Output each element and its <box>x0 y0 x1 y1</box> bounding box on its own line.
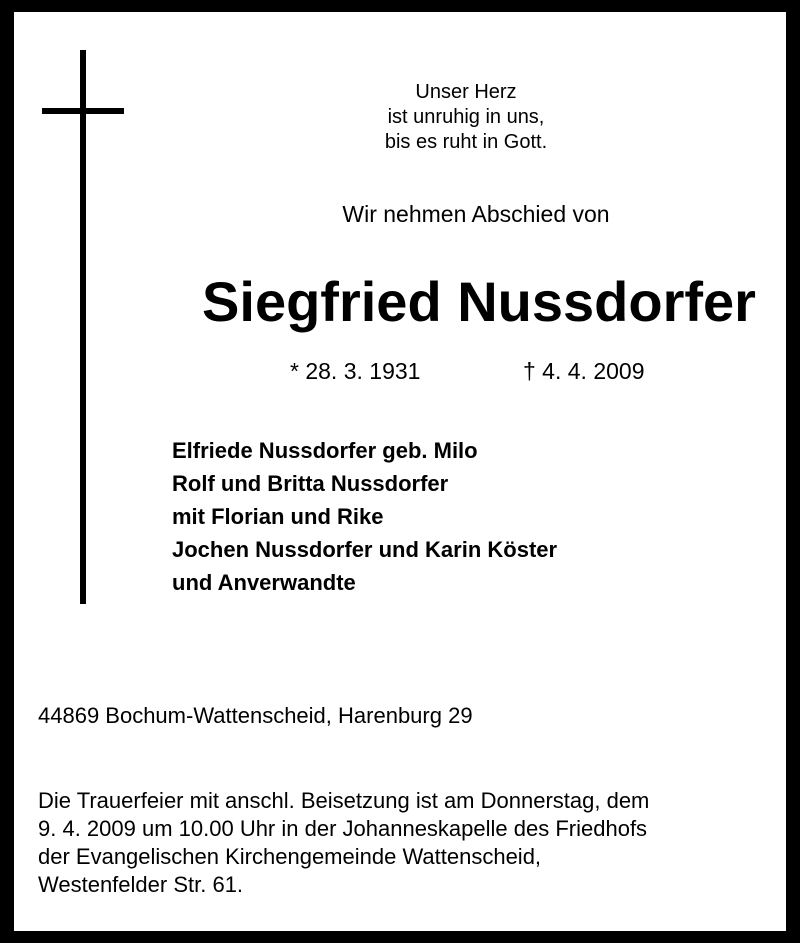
mourners-list <box>172 434 557 599</box>
mourner-line: und Anverwandte <box>172 570 356 595</box>
cross-horizontal-bar <box>42 108 124 114</box>
bible-verse <box>266 80 666 155</box>
ceremony-details <box>38 787 649 899</box>
ceremony-line: Die Trauerfeier mit anschl. Beisetzung ist am Donnerstag, dem <box>38 788 650 813</box>
ceremony-line: Westenfelder Str. 61. <box>38 872 244 897</box>
family-address: 44869 Bochum-Wattenscheid, Harenburg 29 <box>38 703 473 728</box>
farewell-intro: Wir nehmen Abschied von <box>342 201 610 227</box>
verse-line: Unser Herz <box>415 81 517 103</box>
birth-date: * 28. 3. 1931 <box>290 358 421 384</box>
mourner-line: mit Florian und Rike <box>172 504 384 529</box>
cross-vertical-bar <box>80 50 86 604</box>
ceremony-line: der Evangelischen Kirchengemeinde Wattenscheid, <box>38 844 542 869</box>
verse-line: bis es ruht in Gott. <box>384 131 548 153</box>
deceased-name: Siegfried Nussdorfer <box>202 270 756 333</box>
death-date: † 4. 4. 2009 <box>523 358 645 384</box>
verse-line: ist unruhig in uns, <box>387 106 545 128</box>
ceremony-line: 9. 4. 2009 um 10.00 Uhr in der Johanneskapelle des Friedhofs <box>38 816 648 841</box>
mourner-line: Jochen Nussdorfer und Karin Köster <box>172 537 558 562</box>
mourner-line: Elfriede Nussdorfer geb. Milo <box>172 438 478 463</box>
mourner-line: Rolf und Britta Nussdorfer <box>172 471 449 496</box>
